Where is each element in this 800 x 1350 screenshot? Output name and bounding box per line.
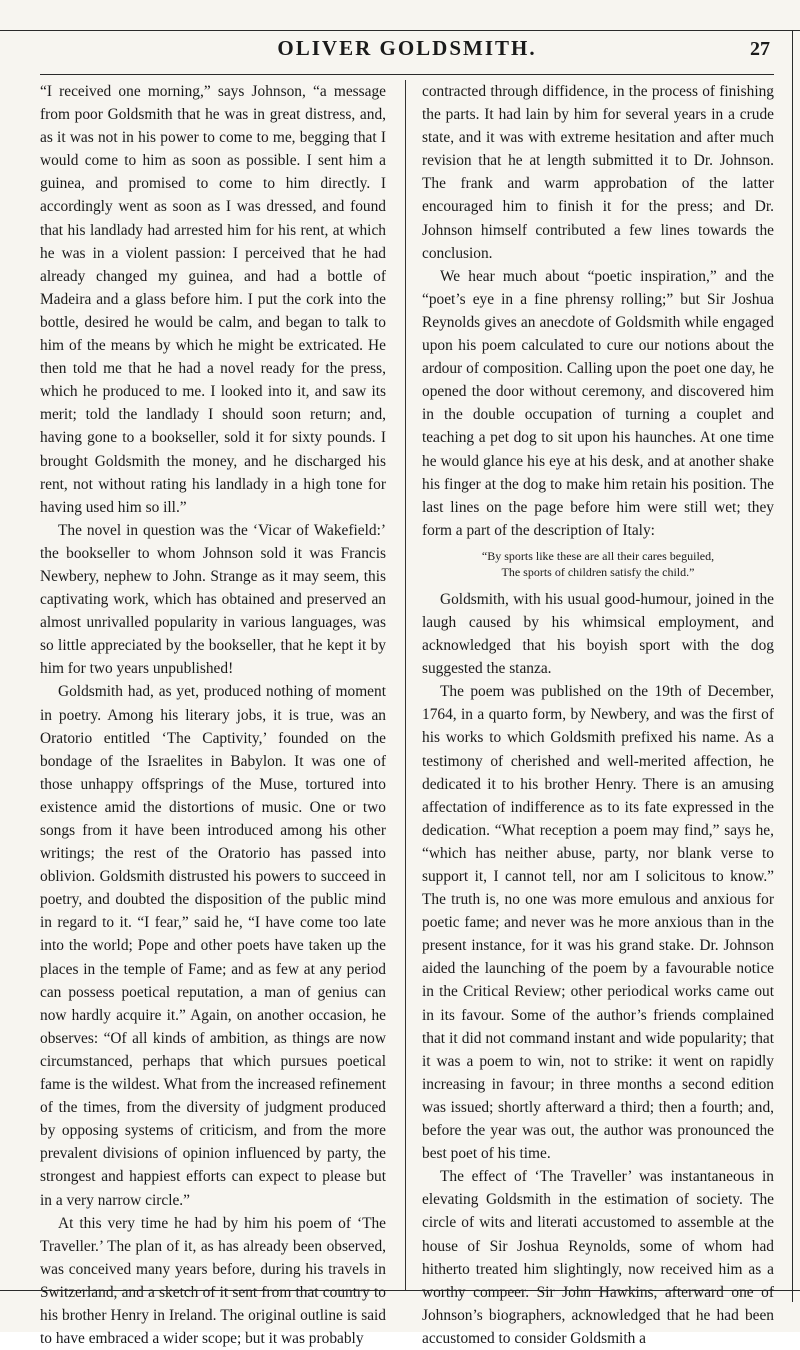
- right-column: [422, 80, 774, 1350]
- running-head: OLIVER GOLDSMITH.: [277, 36, 537, 60]
- left-column: [40, 80, 386, 1350]
- page-number: 27: [750, 38, 770, 60]
- page-header: [40, 34, 774, 74]
- top-border-rule: [0, 30, 800, 31]
- header-rule: [40, 74, 774, 75]
- left-paragraph-4: At this very time he had by him his poem of ‘The Traveller.’ The plan of it, as has already been observed, was conceived many years before, during his travels in Switzerland, and a sketch of it sent from that country to his brother Henry in Ireland. The original outline is said to have embraced a wider scope; but it was probably: [40, 1214, 386, 1348]
- right-paragraph-1: contracted through diffidence, in the process of finishing the parts. It had lain by him for several years in a crude state, and it was with extreme hesitation and after much revision that he at length submitted it to Dr. Johnson. The frank and warm approbation of the latter encouraged him to finish it for the press; and Dr. Johnson himself contributed a few lines towards the conclusion.: [422, 83, 774, 262]
- right-paragraph-5: The effect of ‘The Traveller’ was instantaneous in elevating Goldsmith in the estimation of society. The circle of wits and literati accustomed to assemble at the house of Sir Joshua Reynolds, some of whom had hitherto treated him slightingly, now received him as a worthy compeer. Sir John Hawkins, afterward one of Johnson’s biographers, acknowledged that he had been accustomed to consider Goldsmith a: [422, 1168, 774, 1347]
- right-paragraph-2: We hear much about “poetic inspiration,” and the “poet’s eye in a fine phrensy rolling;” but Sir Joshua Reynolds gives an anecdote of Goldsmith while engaged upon his poem calculated to cure our notions about the ardour of composition. Calling upon the poet one day, he opened the door without ceremony, and discovered him in the double occupation of turning a couplet and teaching a pet dog to sit upon his haunches. At one time he would glance his eye at his desk, and at another shake his finger at the dog to make him retain his position. The last lines on the page before him were still wet; they form a part of the description of Italy:: [422, 267, 774, 539]
- right-paragraph-4: The poem was published on the 19th of December, 1764, in a quarto form, by Newbery, and was the first of his works to which Goldsmith prefixed his name. As a testimony of cherished and well-merited affection, he dedicated it to his brother Henry. There is an amusing affectation of indifference as to its fate expressed in the dedication. “What reception a poem may find,” says he, “which has neither abuse, party, nor blank verse to support it, I cannot tell, nor am I solicitous to know.” The truth is, no one was more emulous and anxious for poetic fame; and never was he more anxious than in the present instance, for it was his grand stake. Dr. Johnson aided the launching of the poem by a favourable notice in the Critical Review; other periodical works came out in its favour. Some of the author’s friends complained that it did not command instant and wide popularity; that it was a poem to win, not to strike: it went on rapidly increasing in favour; in three months a second edition was issued; shortly afterward a third; then a fourth; and, before the year was out, the author was pronounced the best poet of his time.: [422, 683, 774, 1163]
- left-paragraph-3: Goldsmith had, as yet, produced nothing of moment in poetry. Among his literary jobs, it is true, was an Oratorio entitled ‘The Captivity,’ founded on the bondage of the Israelites in Babylon. It was one of those unhappy offsprings of the Muse, tortured into existence amid the distortions of music. One or two songs from it have been introduced among his other writings; the rest of the Oratorio has passed into oblivion. Goldsmith distrusted his powers to succeed in poetry, and doubted the disposition of the public mind in regard to it. “I fear,” said he, “I have come too late into the world; Pope and other poets have taken up the places in the temple of Fame; and as few at any period can possess poetical reputation, a man of genius can now hardly acquire it.” Again, on another occasion, he observes: “Of all kinds of ambition, as things are now circumstanced, perhaps that which pursues poetical fame is the wildest. What from the increased refinement of the times, from the diversity of judgment produced by opposing systems of criticism, and from the more prevalent divisions of opinion influenced by party, the strongest and happiest efforts can expect to please but in a very narrow circle.”: [40, 683, 386, 1209]
- bottom-border-rule: [0, 1290, 800, 1291]
- left-paragraph-1: “I received one morning,” says Johnson, “a message from poor Goldsmith that he was in great distress, and, as it was not in his power to come to me, begging that I would come to him as soon as possible. I sent him a guinea, and promised to come to him directly. I accordingly went as soon as I was dressed, and found that his landlady had arrested him for his rent, at which he was in a violent passion: I perceived that he had already changed my guinea, and had a bottle of Madeira and a glass before him. I put the cork into the bottle, desired he would be calm, and began to talk to him of the means by which he might be extricated. He then told me that he had a novel ready for the press, which he produced to me. I looked into it, and saw its merit; told the landlady I should soon return; and, having gone to a bookseller, sold it for sixty pounds. I brought Goldsmith the money, and he discharged his rent, not without rating his landlady in a high tone for having used him so ill.”: [40, 83, 386, 516]
- verse-quote: [422, 548, 774, 580]
- verse-line-1: “By sports like these are all their cares beguiled,: [481, 548, 715, 563]
- right-border-rule: [792, 30, 793, 1302]
- column-divider: [405, 80, 406, 1290]
- left-paragraph-2: The novel in question was the ‘Vicar of Wakefield:’ the bookseller to whom Johnson sold it was Francis Newbery, nephew to John. Strange as it may seem, this captivating work, which has obtained and preserved an almost unrivalled popularity in various languages, was so little appreciated by the bookseller, that he kept it by him for two years unpublished!: [40, 521, 386, 678]
- right-paragraph-3: Goldsmith, with his usual good-humour, joined in the laugh caused by his whimsical employment, and acknowledged that his boyish sport with the dog suggested the stanza.: [422, 590, 774, 678]
- verse-line-2: The sports of children satisfy the child.”: [501, 564, 695, 579]
